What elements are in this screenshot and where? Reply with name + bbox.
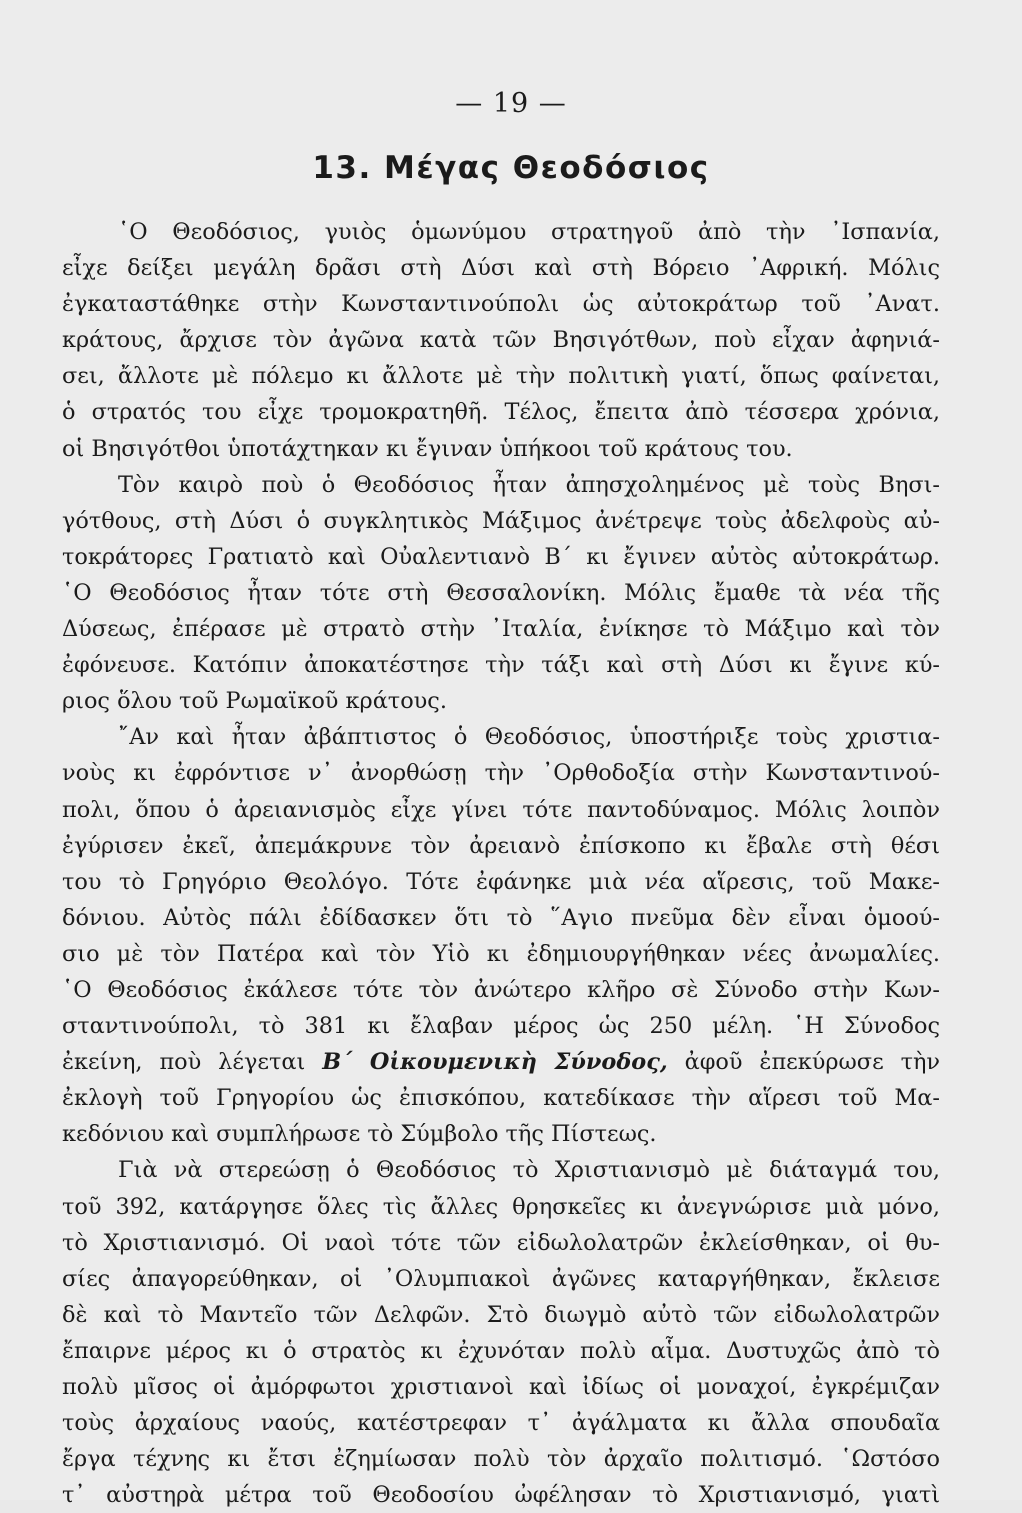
body-text: [62, 214, 940, 1513]
text-line: σταντινούπολι, τὸ 381 κι ἔλαβαν μέρος ὡς 250 μέλη. ῾Η Σύνοδος: [62, 1013, 940, 1040]
text-line: του τὸ Γρηγόριο Θεολόγο. Τότε ἐφάνηκε μιὰ νέα αἵρεσις, τοῦ Μακε-: [62, 868, 940, 895]
emphasis-synod-name: Β΄ Οἰκουμενικὴ Σύνοδος,: [322, 1049, 668, 1076]
text-line: εἶχε δείξει μεγάλη δρᾶσι στὴ Δύσι καὶ στὴ Βόρειο ᾿Αφρική. Μόλις: [62, 255, 940, 282]
chapter-title: 13. Μέγας Θεοδόσιος: [312, 150, 710, 186]
text-line: τὸ Χριστιανισμό. Οἱ ναοὶ τότε τῶν εἰδωλολατρῶν ἐκλείσθηκαν, οἱ θυ-: [62, 1229, 940, 1256]
text-line: γότθους, στὴ Δύσι ὁ συγκλητικὸς Μάξιμος ἀνέτρεψε τοὺς ἀδελφοὺς αὐ-: [62, 507, 940, 534]
text-line: ἐγύρισεν ἐκεῖ, ἀπεμάκρυνε τὸν ἀρειανὸ ἐπίσκοπο κι ἔβαλε στὴ θέσι: [62, 832, 940, 859]
text-line: δόνιου. Αὐτὸς πάλι ἐδίδασκεν ὅτι τὸ ῞Αγιο πνεῦμα δὲν εἶναι ὁμοού-: [62, 904, 940, 931]
text-line: ἐγκαταστάθηκε στὴν Κωνσταντινούπολι ὡς αὐτοκράτωρ τοῦ ᾿Ανατ.: [62, 291, 940, 318]
text-line: τ᾿ αὐστηρὰ μέτρα τοῦ Θεοδοσίου ὠφέλησαν τὸ Χριστιανισμό, γιατὶ: [62, 1482, 940, 1509]
text-line: ριος ὅλου τοῦ Ρωμαϊκοῦ κράτους.: [62, 688, 447, 715]
text-line: οἱ Βησιγότθοι ὑποτάχτηκαν κι ἔγιναν ὑπήκοοι τοῦ κράτους του.: [62, 435, 793, 462]
text-line: ῾Ο Θεοδόσιος ἐκάλεσε τότε τὸν ἀνώτερο κλῆρο σὲ Σύνοδο στὴν Κων-: [62, 976, 940, 1003]
text-line: σίες ἀπαγορεύθηκαν, οἱ ᾿Ολυμπιακοὶ ἀγῶνες καταργήθηκαν, ἔκλεισε: [62, 1265, 940, 1292]
text-line: σιο μὲ τὸν Πατέρα καὶ τὸν Υἱὸ κι ἐδημιουργήθηκαν νέες ἀνωμαλίες.: [62, 940, 940, 967]
text-line: σει, ἄλλοτε μὲ πόλεμο κι ἄλλοτε μὲ τὴν πολιτικὴ γιατί, ὅπως φαίνεται,: [62, 363, 940, 390]
text-line: ῾Ο Θεοδόσιος, γυιὸς ὁμωνύμου στρατηγοῦ ἀπὸ τὴν ᾿Ισπανία,: [118, 219, 940, 245]
text-line-synod: [62, 1044, 940, 1080]
text-line: ῾Ο Θεοδόσιος ἦταν τότε στὴ Θεσσαλονίκη. Μόλις ἔμαθε τὰ νέα τῆς: [62, 579, 940, 606]
text-line: τοκράτορες Γρατιατὸ καὶ Οὐαλεντιανὸ Β΄ κι ἔγινεν αὐτὸς αὐτοκράτωρ.: [62, 543, 940, 570]
text-line: Δύσεως, ἐπέρασε μὲ στρατὸ στὴν ᾿Ιταλία, ἐνίκησε τὸ Μάξιμο καὶ τὸν: [62, 616, 940, 643]
text-line: ἔργα τέχνης κι ἔτσι ἐζημίωσαν πολὺ τὸν ἀρχαῖο πολιτισμό. ῾Ωστόσο: [62, 1446, 940, 1473]
text-line: ὁ στρατός του εἶχε τρομοκρατηθῆ. Τέλος, ἔπειτα ἀπὸ τέσσερα χρόνια,: [62, 399, 940, 426]
text-line: τοῦ 392, κατάργησε ὅλες τὶς ἄλλες θρησκεῖες κι ἀνεγνώρισε μιὰ μόνο,: [62, 1193, 940, 1220]
page-number: — 19 —: [455, 88, 567, 119]
text-line: Τὸν καιρὸ ποὺ ὁ Θεοδόσιος ἦταν ἀπησχολημένος μὲ τοὺς Βησι-: [118, 471, 940, 498]
text-segment: ἀφοῦ ἐπεκύρωσε τὴν: [684, 1049, 941, 1076]
text-line: ἐκλογὴ τοῦ Γρηγορίου ὡς ἐπισκόπου, κατεδίκασε τὴν αἵρεσι τοῦ Μα-: [62, 1085, 940, 1112]
text-line: νοὺς κι ἐφρόντισε ν᾿ ἀνορθώσῃ τὴν ᾿Ορθοδοξία στὴν Κωνσταντινού-: [62, 760, 940, 787]
text-line: πολὺ μῖσος οἱ ἀμόρφωτοι χριστιανοὶ καὶ ἰδίως οἱ μοναχοί, ἐγκρέμιζαν: [62, 1374, 940, 1400]
text-line: κεδόνιου καὶ συμπλήρωσε τὸ Σύμβολο τῆς Πίστεως.: [62, 1121, 657, 1148]
text-line: ἐφόνευσε. Κατόπιν ἀποκατέστησε τὴν τάξι καὶ στὴ Δύσι κι ἔγινε κύ-: [62, 652, 940, 679]
text-line: ῎Αν καὶ ἦταν ἀβάπτιστος ὁ Θεοδόσιος, ὑποστήριξε τοὺς χριστια-: [118, 724, 940, 751]
text-line: πολι, ὅπου ὁ ἀρειανισμὸς εἶχε γίνει τότε παντοδύναμος. Μόλις λοιπὸν: [62, 796, 940, 823]
text-line: δὲ καὶ τὸ Μαντεῖο τῶν Δελφῶν. Στὸ διωγμὸ αὐτὸ τῶν εἰδωλολατρῶν: [62, 1301, 940, 1328]
text-line: ἔπαιρνε μέρος κι ὁ στρατὸς κι ἐχυνόταν πολὺ αἷμα. Δυστυχῶς ἀπὸ τὸ: [62, 1337, 940, 1364]
text-segment: ἐκείνη, ποὺ λέγεται: [62, 1049, 306, 1076]
text-line: κράτους, ἄρχισε τὸν ἀγῶνα κατὰ τῶν Βησιγότθων, ποὺ εἶχαν ἀφηνιά-: [62, 327, 940, 354]
text-line: τοὺς ἀρχαίους ναούς, κατέστρεφαν τ᾿ ἀγάλματα κι ἄλλα σπουδαῖα: [62, 1410, 940, 1437]
text-line: Γιὰ νὰ στερεώσῃ ὁ Θεοδόσιος τὸ Χριστιανισμὸ μὲ διάταγμά του,: [118, 1157, 940, 1184]
